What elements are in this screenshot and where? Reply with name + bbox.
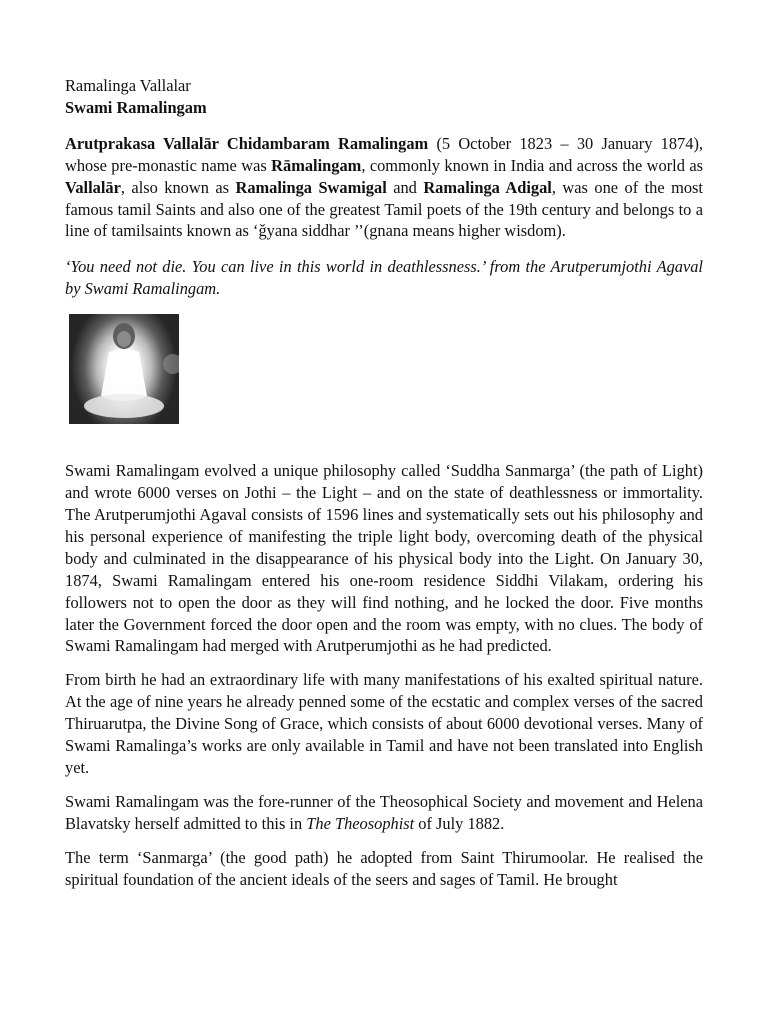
pre-monastic-name: Rāmalingam — [271, 155, 362, 175]
known-name: Vallalār — [65, 177, 121, 197]
publication-title: The Theosophist — [306, 813, 415, 833]
portrait-image — [69, 314, 179, 424]
birth-paragraph: From birth he had an extraordinary life with many manifestations of his exalted spiritual nature. At the age of nine years he already penned some of the ecstatic and complex verses of the sacred Thiruarutpa, the Divine Song of Grace, which consists of about 6000 devotional verses. Many of Swami Ramalinga’s works are only available in Tamil and have not been translated into English yet. — [65, 670, 703, 777]
full-name: Arutprakasa Vallalār Chidambaram Ramalingam — [65, 133, 429, 153]
header-title: Ramalinga Vallalar — [65, 76, 191, 95]
portrait-container — [65, 314, 703, 440]
philosophy-paragraph: Swami Ramalingam evolved a unique philosophy called ‘Suddha Sanmarga’ (the path of Light) and wrote 6000 verses on Jothi – the Light – and on the state of deathlessness or immortality. The Arutperumjothi Agaval consists of 1596 lines and systematically sets out his philosophy and his personal experience of manifesting the triple light body, overcoming death of the physical body and culminated in the disappearance of his physical body into the Light. On January 30, 1874, Swami Ramalingam entered his one-room residence Siddhi Vilakam, ordering his followers not to open the door as they will find nothing, and he locked the door. Five months later the Government forced the door open and the room was empty, with no clues. The body of Swami Ramalingam had merged with Arutperumjothi as he had predicted. — [65, 461, 703, 656]
header-subtitle: Swami Ramalingam — [65, 97, 207, 117]
theosophy-paragraph: Swami Ramalingam was the fore-runner of the Theosophical Society and movement and Helena Blavatsky herself admitted to this in The Theosophist of July 1882. — [65, 791, 703, 833]
quote-paragraph: ‘You need not die. You can live in this world in deathlessness.’ from the Arutperumjothi Agaval by Swami Ramalingam. — [65, 257, 703, 299]
alias-adigal: Ramalinga Adigal — [423, 177, 552, 197]
sanmarga-paragraph: The term ‘Sanmarga’ (the good path) he adopted from Saint Thirumoolar. He realised the spiritual foundation of the ancient ideals of the seers and sages of Tamil. He brought — [65, 847, 703, 889]
alias-swamigal: Ramalinga Swamigal — [235, 177, 387, 197]
portrait-figure — [69, 314, 179, 424]
intro-paragraph: Arutprakasa Vallalār Chidambaram Ramalingam (5 October 1823 – 30 January 1874), whose pre-monastic name was Rāmalingam, commonly known in India and across the world as Vallalār, also known as Ramalinga Swamigal and Ramalinga Adigal, was one of the most famous tamil Saints and also one of the greatest Tamil poets of the 19th century and belongs to a line of tamilsaints known as ‘ǧyana siddhar ’’(gnana means higher wisdom). — [65, 133, 704, 241]
document-body — [65, 75, 703, 890]
